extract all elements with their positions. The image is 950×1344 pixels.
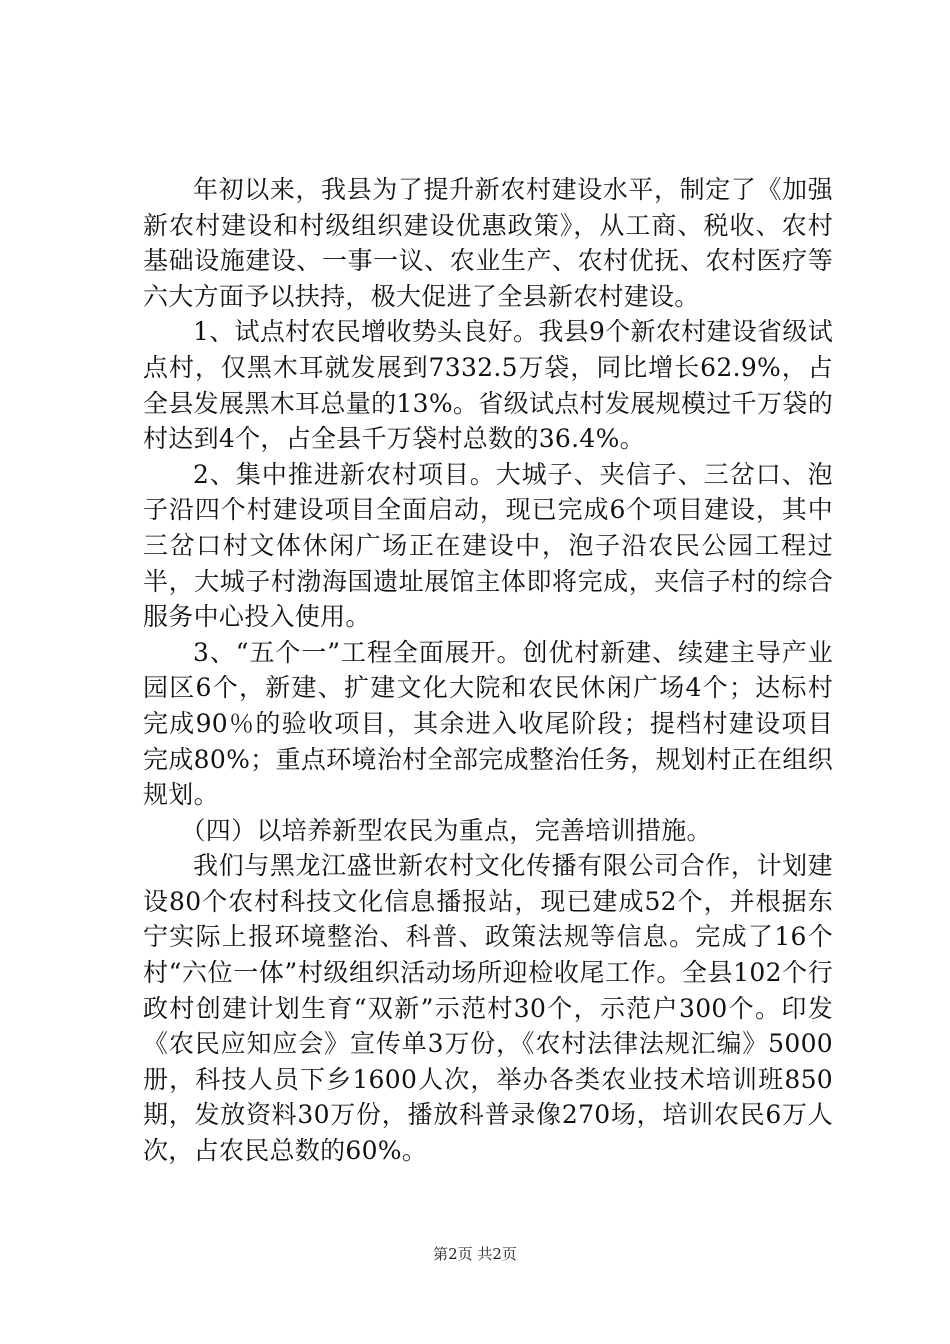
- paragraph-item-2: 2、集中推进新农村项目。大城子、夹信子、三岔口、泡子沿四个村建设项目全面启动，现已完成6个项目建设，其中三岔口村文体休闲广场正在建设中，泡子沿农民公园工程过半，大城子村渤海国遗址展馆主体即将完成，夹信子村的综合服务中心投入使用。: [143, 459, 833, 632]
- document-body: [143, 172, 833, 1169]
- paragraph-intro: 年初以来，我县为了提升新农村建设水平，制定了《加强新农村建设和村级组织建设优惠政策》，从工商、税收、农村基础设施建设、一事一议、农业生产、农村优抚、农村医疗等六大方面予以扶持，极大促进了全县新农村建设。: [143, 175, 833, 311]
- paragraph-item-3: 3、“五个一”工程全面展开。创优村新建、续建主导产业园区6个，新建、扩建文化大院和农民休闲广场4个；达标村完成90％的验收项目，其余进入收尾阶段；提档村建设项目完成80%；重点环境治村全部完成整治任务，规划村正在组织规划。: [143, 637, 833, 810]
- page-footer: 第2页 共2页: [433, 1245, 517, 1263]
- section-heading: （四）以培养新型农民为重点，完善培训措施。: [180, 815, 712, 845]
- paragraph-item-1: 1、试点村农民增收势头良好。我县9个新农村建设省级试点村，仅黑木耳就发展到7332.5万袋，同比增长62.9%，占全县发展黑木耳总量的13%。省级试点村发展规模过千万袋的村达到4个，占全县千万袋村总数的36.4%。: [143, 317, 833, 454]
- paragraph-training: 我们与黑龙江盛世新农村文化传播有限公司合作，计划建设80个农村科技文化信息播报站，现已建成52个，并根据东宁实际上报环境整治、科普、政策法规等信息。完成了16个村“六位一体”村级组织活动场所迎检收尾工作。全县102个行政村创建计划生育“双新”示范村30个，示范户300个。印发《农民应知应会》宣传单3万份，《农村法律法规汇编》5000册，科技人员下乡1600人次，举办各类农业技术培训班850期，发放资料30万份，播放科普录像270场，培训农民6万人次，占农民总数的60%。: [143, 851, 833, 1166]
